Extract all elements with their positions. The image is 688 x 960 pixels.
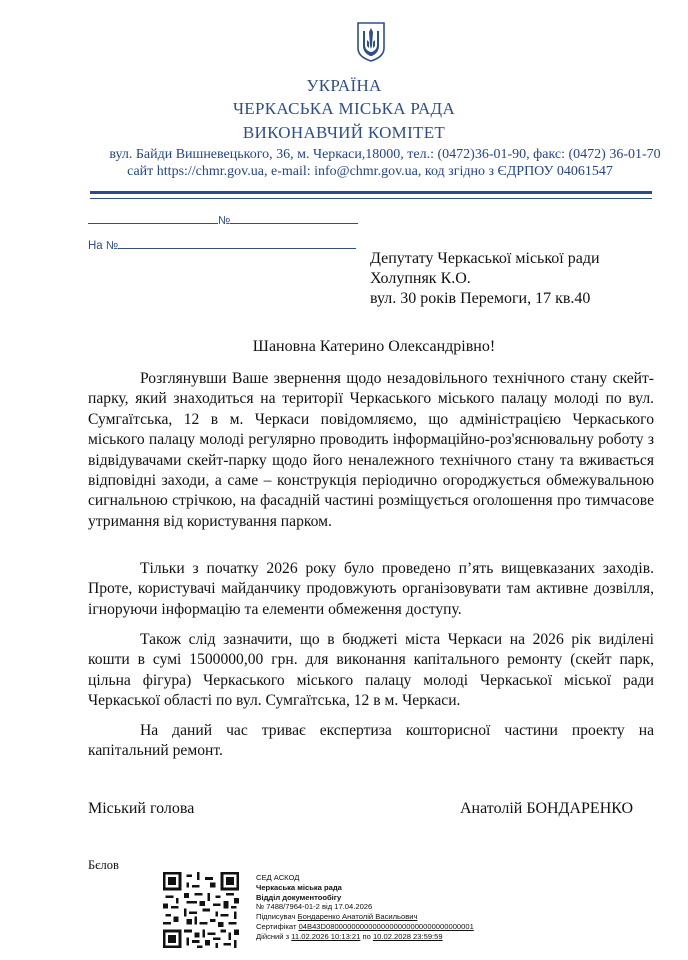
reply-to-line[interactable] [88, 236, 356, 252]
qr-code-icon [163, 872, 239, 948]
reply-number-blank[interactable] [118, 236, 356, 249]
recipient-position: Депутату Черкаської міської ради [370, 250, 600, 267]
stamp-certificate-value: 04B43D08000000000000000000000000000000001 [298, 921, 474, 931]
header-contacts: сайт https://chmr.gov.ua, е-mail: info@chmr.gov.ua, код згідно з ЄДРПОУ 04061547 [127, 164, 613, 179]
header-rule-thin [90, 198, 652, 199]
number-blank[interactable] [230, 211, 358, 224]
executor-name: Бєлов [88, 858, 119, 872]
body-paragraph-4: На даний час триває експертиза кошторисної частини проекту на капітальний ремонт. [88, 722, 654, 760]
body-paragraph-3: Також слід зазначити, що в бюджеті міста Черкаси на 2026 рік виділені кошти в сумі 1500000,00 грн. для виконання капітального ремонту (скейт парк, цільна фігура) Черкаського міського палацу молоді Черкаської міської ради Черкаської області по вул. Сумгаїтська, 12 в м. Черкаси. [88, 631, 654, 710]
header-country: УКРАЇНА [306, 76, 382, 95]
greeting: Шановна Катерино Олександрівно! [252, 338, 496, 355]
stamp-valid-from: 11.02.2026 10:13:21 [291, 931, 361, 941]
outgoing-number-line[interactable] [88, 211, 358, 227]
recipient-block [370, 249, 600, 309]
date-blank[interactable] [88, 211, 218, 224]
recipient-address: вул. 30 років Перемоги, 17 кв.40 [370, 290, 591, 307]
reply-label: На № [88, 240, 119, 252]
stamp-certificate: Сертифікат 04B43D08000000000000000000000000000000001 [256, 921, 474, 931]
header-council: ЧЕРКАСЬКА МІСЬКА РАДА [232, 99, 456, 118]
stamp-reg-number: № 7488/7964-01-2 від 17.04.2026 [256, 902, 373, 912]
stamp-signer: Підписувач Бондаренко Анатолій Васильович [256, 912, 418, 922]
number-sign: № [218, 215, 231, 227]
stamp-department: Відділ документообігу [256, 892, 342, 902]
stamp-system: СЕД АСКОД [256, 873, 300, 882]
header-committee: ВИКОНАВЧИЙ КОМІТЕТ [242, 123, 446, 142]
recipient-name: Холупняк К.О. [370, 270, 471, 287]
electronic-signature-stamp [256, 873, 474, 942]
signatory-position: Міський голова [88, 800, 195, 817]
signatory-name: Анатолій БОНДАРЕНКО [460, 800, 634, 817]
coat-of-arms-icon [357, 22, 385, 62]
body-paragraph-1: Розглянувши Ваше звернення щодо незадовільного технічного стану скейт-парку, який знаходиться на території Черкаського міського палацу молоді по вул. Сумгаїтська, 12 в м. Черкаси повідомляємо, що адміністрацією Черкаського міського палацу молоді регулярно проводить інформаційно-роз'яснювальну роботу з відвідувачами скейт-парку щодо його неналежного технічного стану та вживається відповідні заходи, а саме – конструкція періодично огороджується обмежувальною сигнальною стрічкою, на фасадній частині розміщується оголошення про тимчасове утримання від користування парком. [88, 370, 654, 530]
stamp-signer-name: Бондаренко Анатолій Васильович [297, 912, 418, 922]
body-paragraph-2: Тільки з початку 2026 року було проведено п’ять вищевказаних заходів. Проте, користувачі майданчику продовжують організовувати там активне дозвілля, ігноруючи інформацію та елементи обмеження доступу. [88, 560, 654, 618]
stamp-organization: Черкаська міська рада [256, 882, 342, 892]
stamp-validity: Дійсний з 11.02.2026 10:13:21 по 10.02.2028 23:59:59 [256, 931, 443, 941]
header-rule-thick [90, 191, 652, 194]
stamp-valid-to: 10.02.2028 23:59:59 [372, 931, 443, 941]
header-address: вул. Байди Вишневецького, 36, м. Черкаси,18000, тел.: (0472)36-01-90, факс: (0472) 36-01-70 [109, 147, 661, 162]
